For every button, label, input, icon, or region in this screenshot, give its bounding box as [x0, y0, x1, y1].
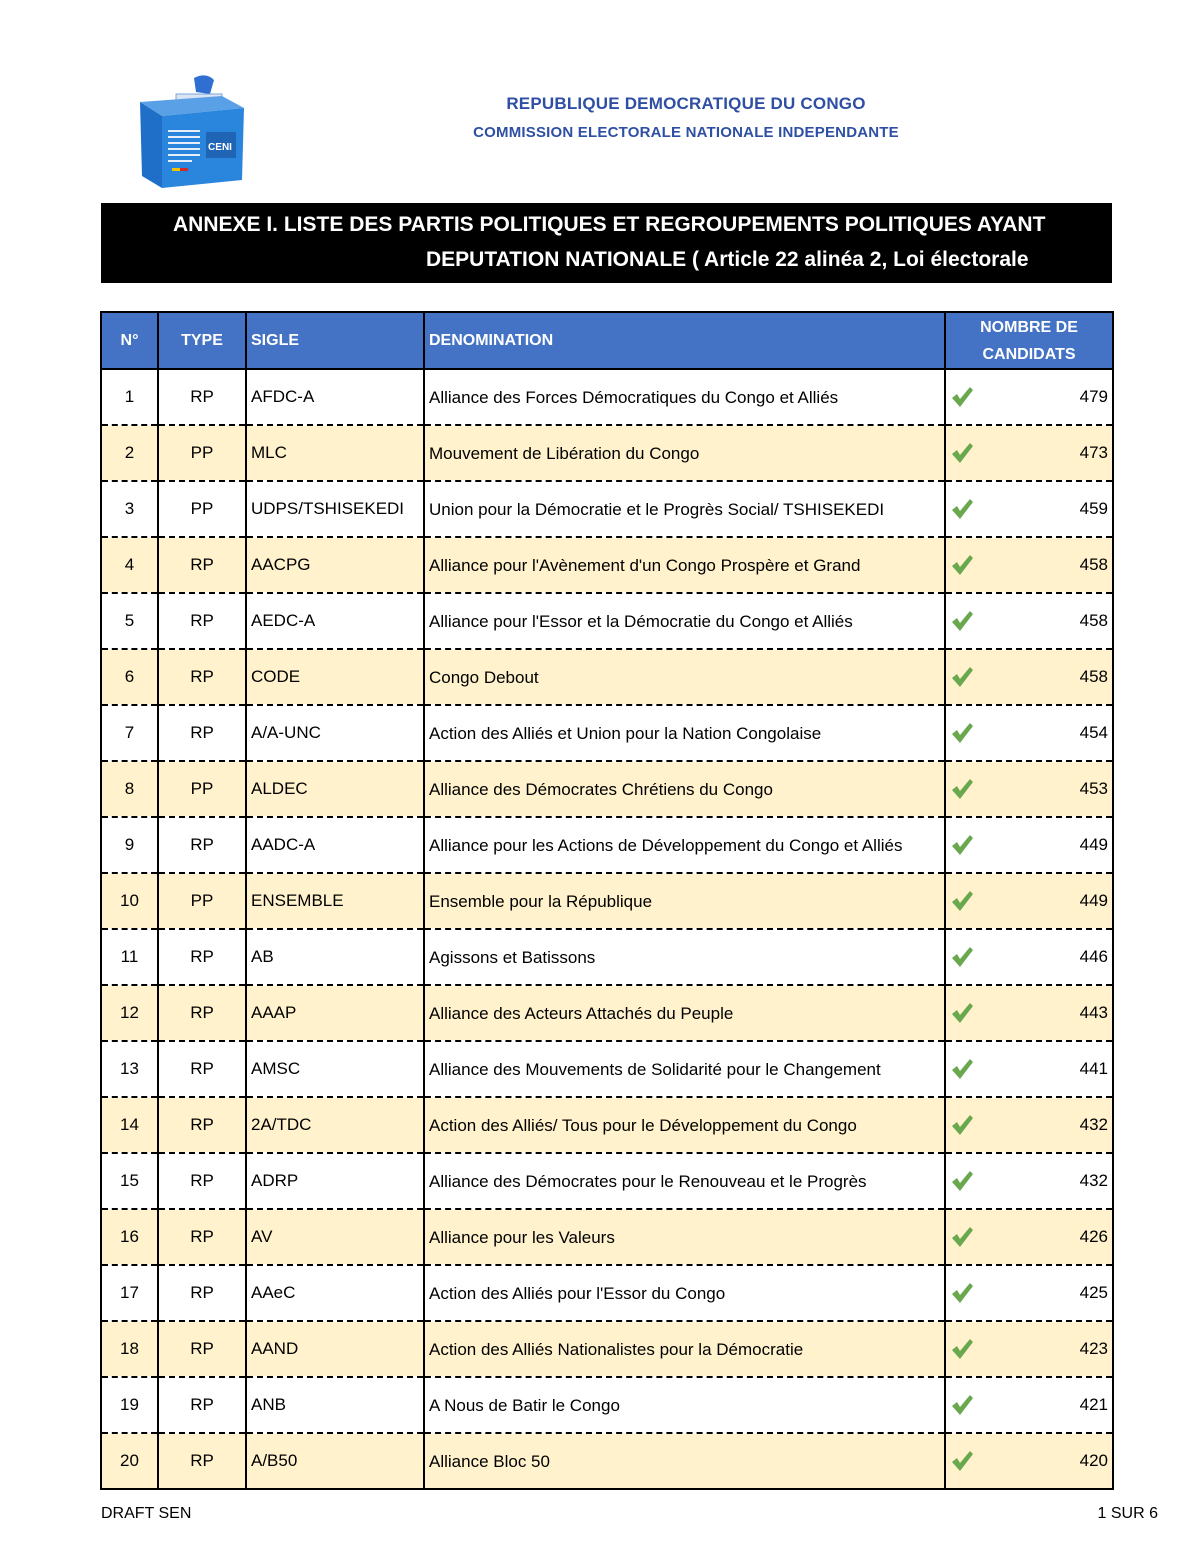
table-row: [101, 1321, 1113, 1377]
row-type: RP: [158, 705, 246, 761]
table-row: [101, 817, 1113, 873]
check-icon: [950, 945, 974, 969]
footer-draft-label: DRAFT SEN: [101, 1505, 192, 1522]
row-count-cell: [945, 1321, 1113, 1377]
row-sigle: UDPS/TSHISEKEDI: [246, 481, 424, 537]
table-row: [101, 649, 1113, 705]
row-denomination: Mouvement de Libération du Congo: [424, 425, 945, 481]
check-icon: [950, 833, 974, 857]
row-sigle: AMSC: [246, 1041, 424, 1097]
row-sigle: AAAP: [246, 985, 424, 1041]
row-sigle: AAND: [246, 1321, 424, 1377]
row-count: 426: [1079, 1227, 1108, 1246]
country-heading: REPUBLIQUE DEMOCRATIQUE DU CONGO: [506, 94, 866, 113]
row-type: RP: [158, 1265, 246, 1321]
row-type: RP: [158, 593, 246, 649]
row-count: 449: [1079, 891, 1108, 910]
row-count-cell: [945, 761, 1113, 817]
check-icon: [950, 1281, 974, 1305]
row-num: 1: [101, 369, 158, 425]
row-sigle: AV: [246, 1209, 424, 1265]
row-sigle: AADC-A: [246, 817, 424, 873]
check-icon: [950, 497, 974, 521]
row-denomination: Alliance pour les Valeurs: [424, 1209, 945, 1265]
check-icon: [950, 385, 974, 409]
row-count-cell: [945, 537, 1113, 593]
logo-text: CENI: [208, 142, 232, 153]
row-sigle: ANB: [246, 1377, 424, 1433]
row-denomination: Alliance pour les Actions de Développement du Congo et Alliés: [424, 817, 945, 873]
row-num: 5: [101, 593, 158, 649]
row-count-cell: [945, 1265, 1113, 1321]
commission-heading: COMMISSION ELECTORALE NATIONALE INDEPENDANTE: [473, 124, 899, 141]
row-num: 9: [101, 817, 158, 873]
row-type: PP: [158, 761, 246, 817]
row-count: 446: [1079, 947, 1108, 966]
table-row: [101, 985, 1113, 1041]
row-sigle: AACPG: [246, 537, 424, 593]
row-sigle: AB: [246, 929, 424, 985]
row-count: 454: [1079, 723, 1108, 742]
row-count: 459: [1079, 499, 1108, 518]
row-num: 20: [101, 1433, 158, 1489]
row-sigle: AEDC-A: [246, 593, 424, 649]
table-row: [101, 1433, 1113, 1489]
row-denomination: Alliance des Forces Démocratiques du Congo et Alliés: [424, 369, 945, 425]
check-icon: [950, 721, 974, 745]
row-type: RP: [158, 1153, 246, 1209]
row-num: 10: [101, 873, 158, 929]
row-count: 421: [1079, 1395, 1108, 1414]
header-count: NOMBRE DE CANDIDATS: [945, 312, 1113, 369]
row-num: 3: [101, 481, 158, 537]
check-icon: [950, 1225, 974, 1249]
footer-page-number: 1 SUR 6: [1097, 1505, 1158, 1522]
row-count-cell: [945, 705, 1113, 761]
check-icon: [950, 1001, 974, 1025]
table-row: [101, 1377, 1113, 1433]
header-sigle: SIGLE: [246, 312, 424, 369]
row-sigle: ADRP: [246, 1153, 424, 1209]
row-denomination: Action des Alliés et Union pour la Nation Congolaise: [424, 705, 945, 761]
row-type: PP: [158, 425, 246, 481]
table-row: [101, 369, 1113, 425]
row-denomination: Alliance Bloc 50: [424, 1433, 945, 1489]
row-num: 12: [101, 985, 158, 1041]
row-type: RP: [158, 649, 246, 705]
row-denomination: Alliance des Acteurs Attachés du Peuple: [424, 985, 945, 1041]
header-type: TYPE: [158, 312, 246, 369]
row-denomination: Agissons et Batissons: [424, 929, 945, 985]
row-denomination: Union pour la Démocratie et le Progrès Social/ TSHISEKEDI: [424, 481, 945, 537]
check-icon: [950, 609, 974, 633]
row-count: 453: [1079, 779, 1108, 798]
row-num: 11: [101, 929, 158, 985]
header-num: N°: [101, 312, 158, 369]
table-row: [101, 929, 1113, 985]
row-count: 479: [1079, 387, 1108, 406]
table-row: [101, 1097, 1113, 1153]
check-icon: [950, 1113, 974, 1137]
row-type: RP: [158, 1041, 246, 1097]
table-header-row: [101, 312, 1113, 369]
row-type: RP: [158, 817, 246, 873]
row-count-cell: [945, 649, 1113, 705]
annex-title-line-2: DEPUTATION NATIONALE ( Article 22 alinéa 2, Loi électorale: [426, 248, 1029, 271]
row-sigle: A/A-UNC: [246, 705, 424, 761]
row-num: 16: [101, 1209, 158, 1265]
row-count-cell: [945, 1153, 1113, 1209]
row-num: 4: [101, 537, 158, 593]
row-count-cell: [945, 817, 1113, 873]
check-icon: [950, 553, 974, 577]
row-count-cell: [945, 929, 1113, 985]
row-num: 2: [101, 425, 158, 481]
ceni-logo-ballot-box-icon: [136, 72, 248, 190]
row-count: 458: [1079, 555, 1108, 574]
table-row: [101, 873, 1113, 929]
row-denomination: Alliance des Démocrates pour le Renouveau et le Progrès: [424, 1153, 945, 1209]
check-icon: [950, 1169, 974, 1193]
row-count-cell: [945, 593, 1113, 649]
table-row: [101, 425, 1113, 481]
row-count-cell: [945, 1377, 1113, 1433]
row-count: 441: [1079, 1059, 1108, 1078]
check-icon: [950, 441, 974, 465]
row-count-cell: [945, 985, 1113, 1041]
table-row: [101, 593, 1113, 649]
row-count: 458: [1079, 667, 1108, 686]
row-type: RP: [158, 1377, 246, 1433]
row-type: RP: [158, 1097, 246, 1153]
row-count-cell: [945, 481, 1113, 537]
row-sigle: CODE: [246, 649, 424, 705]
row-count: 432: [1079, 1115, 1108, 1134]
check-icon: [950, 1393, 974, 1417]
row-count-cell: [945, 1209, 1113, 1265]
table-row: [101, 761, 1113, 817]
row-denomination: Alliance pour l'Essor et la Démocratie du Congo et Alliés: [424, 593, 945, 649]
row-denomination: A Nous de Batir le Congo: [424, 1377, 945, 1433]
row-sigle: 2A/TDC: [246, 1097, 424, 1153]
row-type: RP: [158, 369, 246, 425]
row-num: 6: [101, 649, 158, 705]
row-count-cell: [945, 873, 1113, 929]
table-row: [101, 481, 1113, 537]
table-row: [101, 1153, 1113, 1209]
row-type: RP: [158, 1209, 246, 1265]
row-num: 19: [101, 1377, 158, 1433]
row-type: RP: [158, 985, 246, 1041]
row-count-cell: [945, 1041, 1113, 1097]
row-sigle: MLC: [246, 425, 424, 481]
row-num: 17: [101, 1265, 158, 1321]
row-count: 449: [1079, 835, 1108, 854]
check-icon: [950, 1449, 974, 1473]
row-count-cell: [945, 1097, 1113, 1153]
row-count: 432: [1079, 1171, 1108, 1190]
row-type: RP: [158, 1433, 246, 1489]
header-denomination: DENOMINATION: [424, 312, 945, 369]
row-sigle: A/B50: [246, 1433, 424, 1489]
row-count-cell: [945, 369, 1113, 425]
row-denomination: Action des Alliés Nationalistes pour la Démocratie: [424, 1321, 945, 1377]
row-count: 423: [1079, 1339, 1108, 1358]
row-type: PP: [158, 873, 246, 929]
row-denomination: Action des Alliés/ Tous pour le Développement du Congo: [424, 1097, 945, 1153]
row-num: 7: [101, 705, 158, 761]
check-icon: [950, 889, 974, 913]
row-num: 14: [101, 1097, 158, 1153]
row-num: 13: [101, 1041, 158, 1097]
row-count: 420: [1079, 1451, 1108, 1470]
row-count: 473: [1079, 443, 1108, 462]
row-sigle: ENSEMBLE: [246, 873, 424, 929]
table-row: [101, 537, 1113, 593]
row-count: 425: [1079, 1283, 1108, 1302]
row-num: 8: [101, 761, 158, 817]
row-type: RP: [158, 1321, 246, 1377]
row-denomination: Alliance des Mouvements de Solidarité pour le Changement: [424, 1041, 945, 1097]
row-denomination: Action des Alliés pour l'Essor du Congo: [424, 1265, 945, 1321]
party-list-table: [100, 311, 1114, 1490]
row-denomination: Ensemble pour la République: [424, 873, 945, 929]
row-denomination: Alliance des Démocrates Chrétiens du Congo: [424, 761, 945, 817]
row-sigle: ALDEC: [246, 761, 424, 817]
table-row: [101, 705, 1113, 761]
row-num: 18: [101, 1321, 158, 1377]
row-num: 15: [101, 1153, 158, 1209]
row-sigle: AAeC: [246, 1265, 424, 1321]
row-count-cell: [945, 1433, 1113, 1489]
check-icon: [950, 1337, 974, 1361]
row-sigle: AFDC-A: [246, 369, 424, 425]
row-count-cell: [945, 425, 1113, 481]
check-icon: [950, 665, 974, 689]
annex-title-banner: [101, 203, 1112, 283]
annex-title-line-1: ANNEXE I. LISTE DES PARTIS POLITIQUES ET REGROUPEMENTS POLITIQUES AYANT: [173, 213, 1046, 236]
row-denomination: Congo Debout: [424, 649, 945, 705]
row-count: 443: [1079, 1003, 1108, 1022]
row-type: PP: [158, 481, 246, 537]
table-row: [101, 1209, 1113, 1265]
row-type: RP: [158, 929, 246, 985]
row-count: 458: [1079, 611, 1108, 630]
table-row: [101, 1041, 1113, 1097]
check-icon: [950, 777, 974, 801]
row-type: RP: [158, 537, 246, 593]
table-row: [101, 1265, 1113, 1321]
check-icon: [950, 1057, 974, 1081]
row-denomination: Alliance pour l'Avènement d'un Congo Prospère et Grand: [424, 537, 945, 593]
